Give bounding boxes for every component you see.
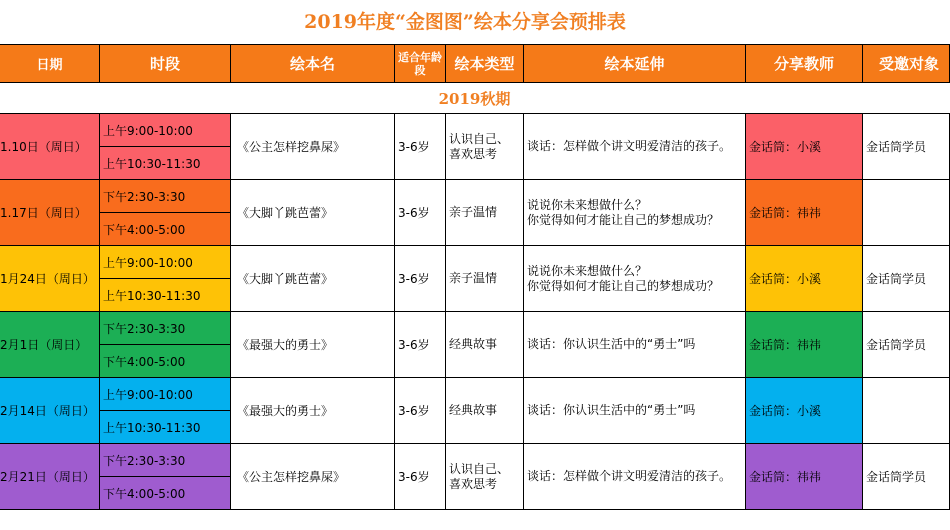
book-extension: 谈话：怎样做个讲文明爱清洁的孩子。 — [524, 444, 746, 510]
session-date: 2月14日（周日） — [0, 378, 100, 444]
table-row — [0, 114, 950, 147]
time-slot: 下午4:00-5:00 — [100, 213, 231, 246]
book-type: 经典故事 — [446, 312, 524, 378]
invited-group: 金话筒学员 — [863, 114, 950, 180]
book-extension: 谈话：你认识生活中的“勇士”吗 — [524, 312, 746, 378]
book-type: 认识自己、喜欢思考 — [446, 444, 524, 510]
time-slot: 下午4:00-5:00 — [100, 345, 231, 378]
teacher-name: 金话筒：祎祎 — [746, 444, 863, 510]
time-slot: 下午2:30-3:30 — [100, 312, 231, 345]
table-row — [0, 312, 950, 345]
book-title: 《大脚丫跳芭蕾》 — [231, 246, 395, 312]
time-slot: 上午9:00-10:00 — [100, 378, 231, 411]
book-extension: 谈话：怎样做个讲文明爱清洁的孩子。 — [524, 114, 746, 180]
book-type: 经典故事 — [446, 378, 524, 444]
time-slot: 上午9:00-10:00 — [100, 114, 231, 147]
age-range: 3-6岁 — [395, 246, 446, 312]
time-slot: 下午2:30-3:30 — [100, 180, 231, 213]
header-age: 适合年龄段 — [395, 45, 446, 83]
time-slot: 上午10:30-11:30 — [100, 279, 231, 312]
season-label: 2019秋期 — [0, 83, 950, 114]
header-book: 绘本名 — [231, 45, 395, 83]
table-row — [0, 246, 950, 279]
invited-group — [863, 180, 950, 246]
age-range: 3-6岁 — [395, 312, 446, 378]
book-type: 认识自己、喜欢思考 — [446, 114, 524, 180]
book-type: 亲子温情 — [446, 180, 524, 246]
time-slot: 下午2:30-3:30 — [100, 444, 231, 477]
header-teacher: 分享教师 — [746, 45, 863, 83]
header-type: 绘本类型 — [446, 45, 524, 83]
book-title: 《大脚丫跳芭蕾》 — [231, 180, 395, 246]
season-row — [0, 83, 950, 114]
teacher-name: 金话筒：小溪 — [746, 246, 863, 312]
session-date: 1月24日（周日） — [0, 246, 100, 312]
header-date: 日期 — [0, 45, 100, 83]
table-row — [0, 378, 950, 411]
session-date: 2月1日（周日） — [0, 312, 100, 378]
book-extension: 说说你未来想做什么？ 你觉得如何才能让自己的梦想成功？ — [524, 180, 746, 246]
time-slot: 下午4:00-5:00 — [100, 477, 231, 510]
invited-group — [863, 378, 950, 444]
invited-group: 金话筒学员 — [863, 246, 950, 312]
book-title: 《公主怎样挖鼻屎》 — [231, 114, 395, 180]
table-row — [0, 180, 950, 213]
time-slot: 上午9:00-10:00 — [100, 246, 231, 279]
schedule-table — [0, 44, 950, 510]
book-title: 《最强大的勇士》 — [231, 378, 395, 444]
invited-group: 金话筒学员 — [863, 444, 950, 510]
table-row — [0, 444, 950, 477]
time-slot: 上午10:30-11:30 — [100, 147, 231, 180]
book-title: 《最强大的勇士》 — [231, 312, 395, 378]
book-title: 《公主怎样挖鼻屎》 — [231, 444, 395, 510]
invited-group: 金话筒学员 — [863, 312, 950, 378]
book-type: 亲子温情 — [446, 246, 524, 312]
header-row — [0, 45, 950, 83]
header-invited: 受邀对象 — [863, 45, 950, 83]
session-date: 2月21日（周日） — [0, 444, 100, 510]
book-extension: 说说你未来想做什么？ 你觉得如何才能让自己的梦想成功？ — [524, 246, 746, 312]
session-date: 1.10日（周日） — [0, 114, 100, 180]
age-range: 3-6岁 — [395, 114, 446, 180]
header-time: 时段 — [100, 45, 231, 83]
age-range: 3-6岁 — [395, 378, 446, 444]
page-title: 2019年度“金图图”绘本分享会预排表 — [304, 11, 626, 33]
book-extension: 谈话：你认识生活中的“勇士”吗 — [524, 378, 746, 444]
teacher-name: 金话筒：祎祎 — [746, 312, 863, 378]
header-extension: 绘本延伸 — [524, 45, 746, 83]
session-date: 1.17日（周日） — [0, 180, 100, 246]
teacher-name: 金话筒：小溪 — [746, 114, 863, 180]
teacher-name: 金话筒：祎祎 — [746, 180, 863, 246]
age-range: 3-6岁 — [395, 180, 446, 246]
teacher-name: 金话筒：小溪 — [746, 378, 863, 444]
age-range: 3-6岁 — [395, 444, 446, 510]
time-slot: 上午10:30-11:30 — [100, 411, 231, 444]
